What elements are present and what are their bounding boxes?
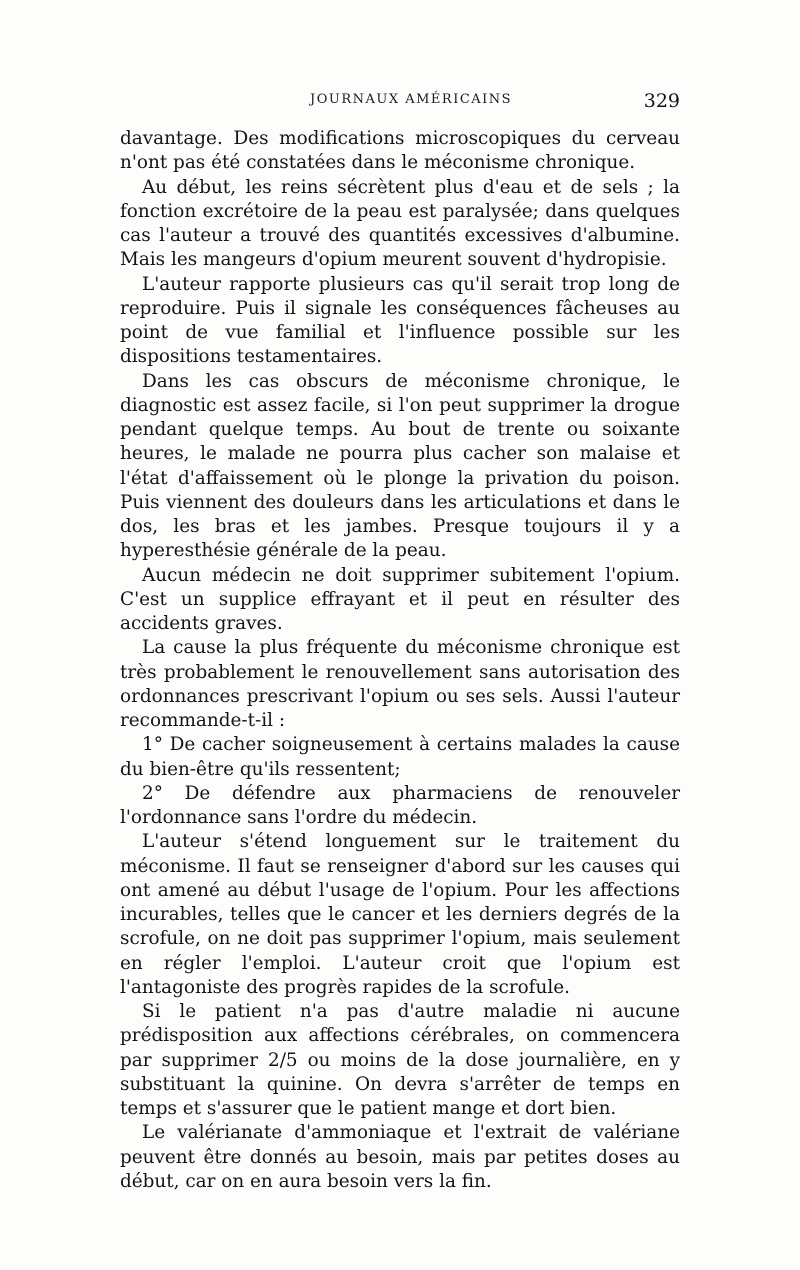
paragraph-diagnosis: Dans les cas obscurs de méconisme chronique, le diagnostic est assez facile, si l'on peut supprimer la drogue pendant quelque temps. Au bout de trente ou soixante heures, le malade ne pourra plus cacher son malaise et l'état d'affaissement où le plonge la privation du poison. Puis viennent des douleurs dans les articulations et dans le dos, les bras et les jambes. Presque toujours il y a hyperesthésie générale de la peau. xyxy=(120,370,680,562)
paragraph-cause: La cause la plus fréquente du méconisme chronique est très probablement le renouvellement sans autorisation des ordonnances prescrivant l'opium ou ses sels. Aussi l'auteur recommande-t-il : xyxy=(120,637,680,731)
paragraph-continuation: davantage. Des modifications microscopiques du cerveau n'ont pas été constatées dans le méconisme chronique. xyxy=(120,128,680,174)
paragraph-warning: Aucun médecin ne doit supprimer subitement l'opium. C'est un supplice effrayant et il peut en résulter des accidents graves. xyxy=(120,564,680,634)
page-number: 329 xyxy=(643,90,680,112)
paragraph-treatment: L'auteur s'étend longuement sur le traitement du méconisme. Il faut se renseigner d'abord sur les causes qui ont amené au début l'usage de l'opium. Pour les affections incurables, telles que le cancer et les derniers degrés de la scrofule, on ne doit pas supprimer l'opium, mais seulement en régler l'emploi. L'auteur croit que l'opium est l'antagoniste des progrès rapides de la scrofule. xyxy=(120,831,680,998)
page-header xyxy=(120,90,680,116)
body-text xyxy=(120,127,680,1194)
paragraph-kidneys: Au début, les reins sécrètent plus d'eau et de sels ; la fonction excrétoire de la peau est paralysée; dans quelques cas l'auteur a trouvé des quantités excessives d'albumine. Mais les mangeurs d'opium meurent souvent d'hydropisie. xyxy=(120,176,680,271)
paragraph-recommendation-2: 2° De défendre aux pharmaciens de renouveler l'ordonnance sans l'ordre du médecin. xyxy=(120,782,680,828)
paragraph-dosage: Si le patient n'a pas d'autre maladie ni aucune prédisposition aux affections cérébrales, on commencera par supprimer 2/5 ou moins de la dose journalière, en y substituant la quinine. On devra s'arrêter de temps en temps et s'assurer que le patient mange et dort bien. xyxy=(120,1001,680,1119)
paragraph-valerian: Le valérianate d'ammoniaque et l'extrait de valériane peuvent être donnés au besoin, mais par petites doses au début, car on en aura besoin vers la fin. xyxy=(120,1122,680,1192)
paragraph-cases: L'auteur rapporte plusieurs cas qu'il serait trop long de reproduire. Puis il signale les conséquences fâcheuses au point de vue familial et l'influence possible sur les dispositions testamentaires. xyxy=(120,273,680,368)
running-title: JOURNAUX AMÉRICAINS xyxy=(310,92,513,107)
paragraph-recommendation-1: 1° De cacher soigneusement à certains malades la cause du bien-être qu'ils ressentent; xyxy=(120,734,680,780)
